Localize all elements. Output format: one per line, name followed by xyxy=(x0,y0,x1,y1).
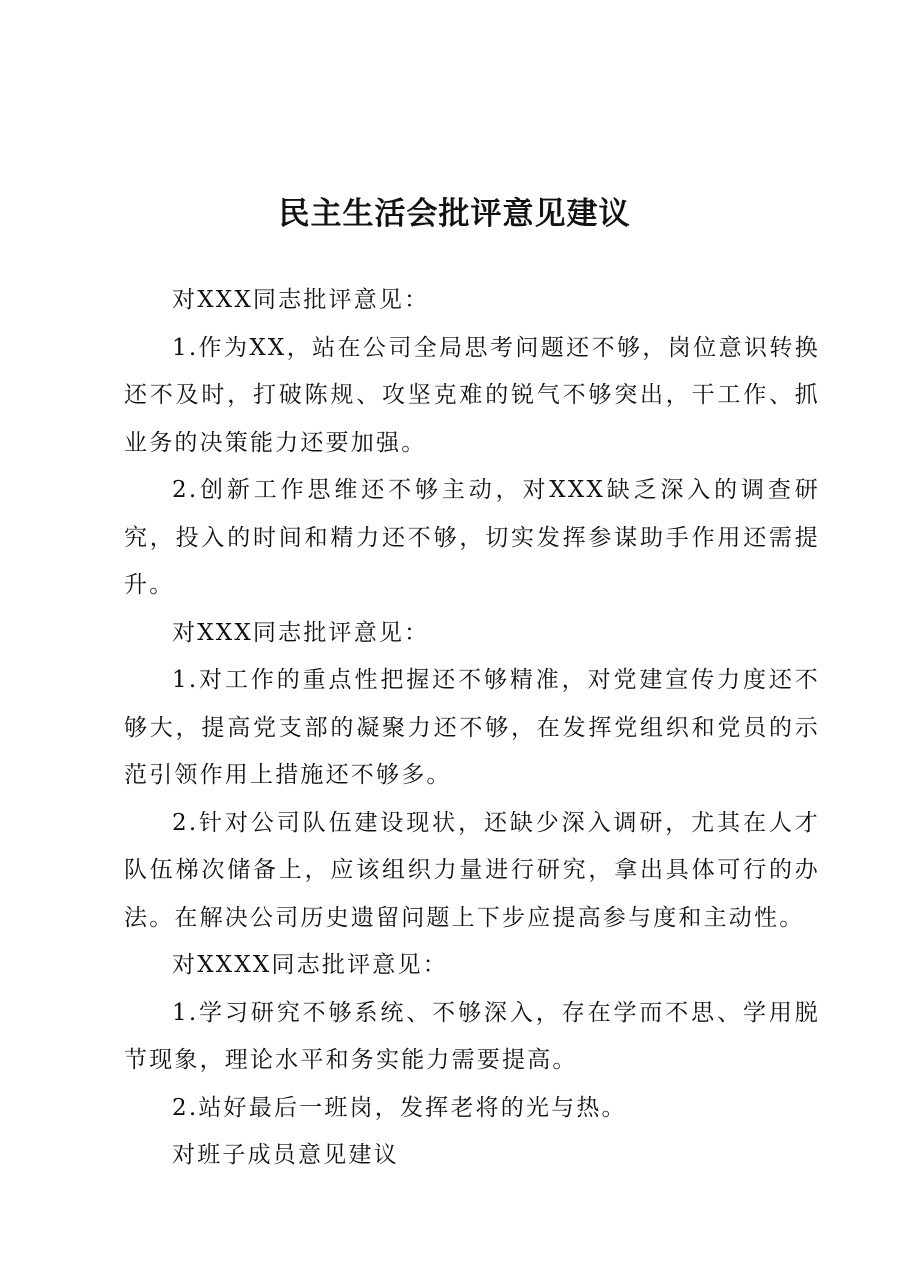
paragraph-3: 2.创新工作思维还不够主动，对XXX缺乏深入的调查研究，投入的时间和精力还不够，切实发挥参谋助手作用还需提升。 xyxy=(124,477,820,598)
paragraph-10: 对班子成员意见建议 xyxy=(172,1142,399,1168)
paragraph-5: 1.对工作的重点性把握还不够精准，对党建宣传力度还不够大，提高党支部的凝聚力还不够，在发挥党组织和党员的示范引领作用上措施还不够多。 xyxy=(124,667,820,788)
paragraph-9: 2.站好最后一班岗，发挥老将的光与热。 xyxy=(172,1094,627,1121)
paragraph-8: 1.学习研究不够系统、不够深入，存在学而不思、学用脱节现象，理论水平和务实能力需要提高。 xyxy=(124,999,820,1073)
document-body xyxy=(124,277,820,1180)
paragraph-1: 对XXX同志批评意见： xyxy=(172,287,430,313)
document-title: 民主生活会批评意见建议 xyxy=(278,196,631,232)
paragraph-7: 对XXXX同志批评意见： xyxy=(172,952,448,978)
paragraph-4: 对XXX同志批评意见： xyxy=(172,619,430,646)
paragraph-2: 1.作为XX，站在公司全局思考问题还不够，岗位意识转换还不及时，打破陈规、攻坚克难的锐气不够突出，干工作、抓业务的决策能力还要加强。 xyxy=(124,334,820,456)
paragraph-6: 2.针对公司队伍建设现状，还缺少深入调研，尤其在人才队伍梯次储备上，应该组织力量进行研究，拿出具体可行的办法。在解决公司历史遗留问题上下步应提高参与度和主动性。 xyxy=(124,809,820,931)
